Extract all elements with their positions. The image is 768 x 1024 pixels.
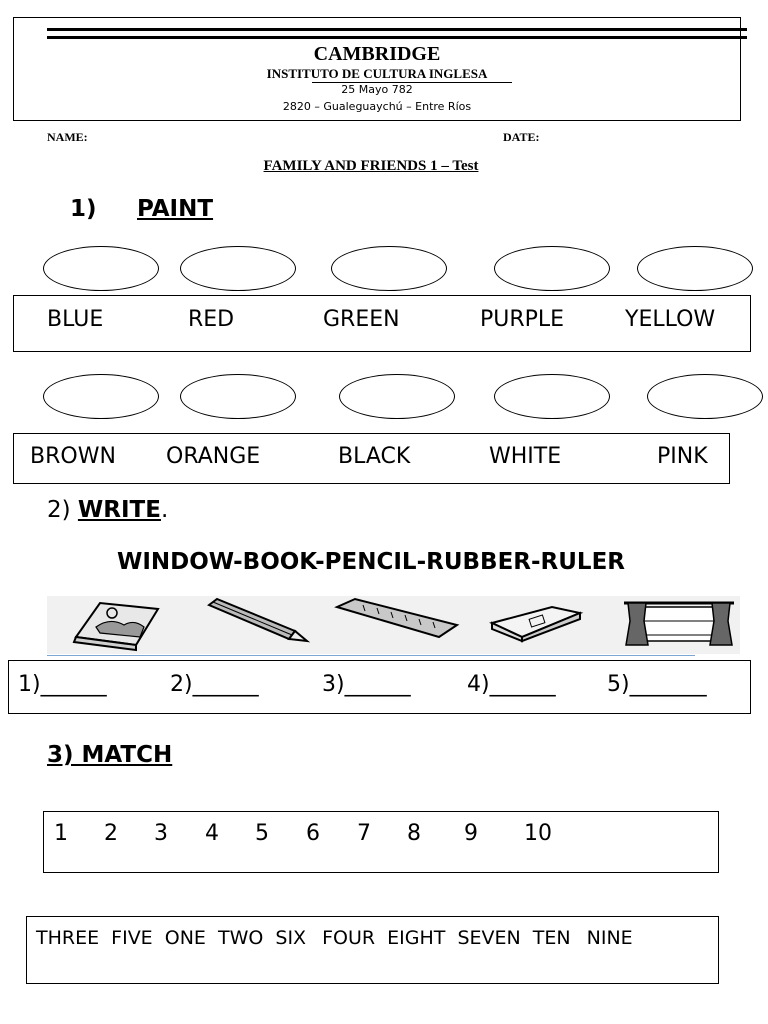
paint-oval[interactable] [43,374,159,419]
answer-blank[interactable]: 2)______ [170,672,259,697]
paint-oval[interactable] [494,374,610,419]
paint-oval[interactable] [637,246,753,291]
name-label: NAME: [47,130,88,144]
section1-number: 1) [70,196,97,222]
match-word: TEN [532,927,571,949]
match-word: NINE [586,927,633,949]
city: 2820 – Gualeguaychú – Entre Ríos [282,100,472,113]
school-name: CAMBRIDGE [313,43,441,65]
match-number: 4 [205,821,219,846]
section2-title: WRITE [77,497,161,523]
section2-suffix: . [160,497,169,523]
match-number: 2 [104,821,118,846]
section1-title: PAINT [137,196,214,222]
test-title: FAMILY AND FRIENDS 1 – Test [263,158,479,174]
match-number: 10 [524,821,552,846]
match-word: THREE [36,927,100,949]
color-word: WHITE [489,444,562,469]
ruler-icon [333,597,461,641]
section3-title: 3) MATCH [47,742,173,768]
match-word: FIVE [111,927,153,949]
match-number: 8 [407,821,421,846]
numbers-box [43,811,719,873]
match-number: 1 [54,821,68,846]
match-word: FOUR [322,927,376,949]
color-word: BROWN [30,444,116,469]
strip-line [47,655,695,656]
answer-blank[interactable]: 3)______ [322,672,411,697]
date-label: DATE: [503,130,540,144]
match-word: SIX [275,927,307,949]
match-number: 3 [154,821,168,846]
paint-oval[interactable] [339,374,455,419]
address: 25 Mayo 782 [341,83,413,96]
match-number: 7 [357,821,371,846]
rubber-icon [488,601,586,643]
match-word: SEVEN [457,927,521,949]
institute-name: INSTITUTO DE CULTURA INGLESA [266,66,488,81]
header-rule-bottom [47,36,747,39]
color-word: PINK [657,444,708,469]
match-number: 5 [255,821,269,846]
match-number: 9 [464,821,478,846]
paint-oval[interactable] [180,246,296,291]
color-word: BLUE [47,307,104,332]
window-icon [620,599,738,649]
paint-oval[interactable] [331,246,447,291]
color-word: GREEN [323,307,400,332]
number-words [36,927,633,949]
color-word: PURPLE [480,307,565,332]
pencil-icon [203,597,311,645]
paint-oval[interactable] [180,374,296,419]
header-rule-top [47,28,747,31]
match-word: EIGHT [387,927,446,949]
section2-number: 2) [47,497,71,523]
section2-heading [47,497,168,523]
paint-oval[interactable] [647,374,763,419]
word-bank: WINDOW-BOOK-PENCIL-RUBBER-RULER [116,549,626,575]
answer-blank[interactable]: 5)_______ [607,672,707,697]
color-word: YELLOW [625,307,716,332]
color-word: RED [188,307,235,332]
match-word: ONE [164,927,206,949]
match-number: 6 [306,821,320,846]
paint-oval[interactable] [494,246,610,291]
match-word: TWO [217,927,264,949]
book-icon [70,597,166,653]
color-word: ORANGE [166,444,261,469]
answer-blank[interactable]: 1)______ [18,672,107,697]
color-word: BLACK [338,444,411,469]
paint-oval[interactable] [43,246,159,291]
answer-blank[interactable]: 4)______ [467,672,556,697]
